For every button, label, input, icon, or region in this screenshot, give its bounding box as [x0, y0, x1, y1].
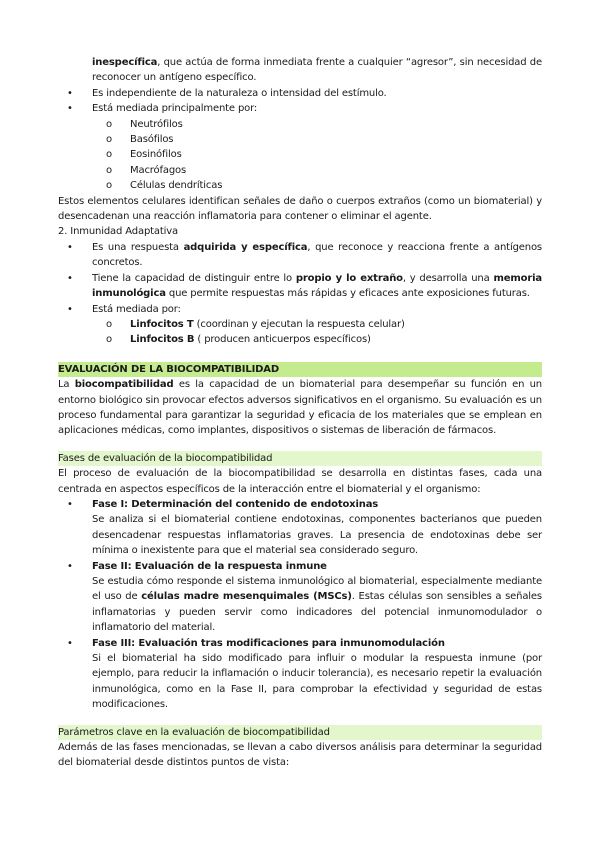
- list-item: • Está mediada por:: [58, 302, 542, 317]
- bullet-icon: •: [67, 560, 73, 572]
- bullet-icon: •: [67, 498, 73, 510]
- bullet-icon: •: [67, 103, 73, 115]
- sub-bullet-icon: o: [106, 134, 112, 146]
- sub-bullet-icon: o: [106, 118, 112, 130]
- sub-bullet-icon: o: [106, 149, 112, 161]
- phase-text: Se analiza si el biomaterial contiene endotoxinas, componentes bacterianos que pueden desencadenar respuestas inflamatorias graves. La presencia de endotoxinas debe ser mínima o inexistente para que el material sea considerado seguro.: [92, 514, 542, 557]
- sub-bullet-icon: o: [106, 164, 112, 176]
- phase-text: Si el biomaterial ha sido modificado para influir o modular la respuesta inmune (por ejemplo, para reducir la inflamación o inducir tolerancia), es necesario repetir la evaluación inmunológica, como en la Fase II, para comprobar la efectividad y seguridad de estas modificaciones.: [92, 653, 542, 711]
- list-item: • Tiene la capacidad de distinguir entre lo propio y lo extraño, y desarrolla una memoria inmunológica que permite respuestas más rápidas y eficaces ante exposiciones futuras.: [67, 272, 542, 300]
- sub-list-item: o Basófilos: [58, 132, 542, 147]
- bullet-icon: •: [67, 272, 73, 284]
- sub-list-item: o Neutrófilos: [58, 117, 542, 132]
- sub-bullet-icon: o: [106, 318, 112, 330]
- sub-list-item: o Macrófagos: [58, 163, 542, 178]
- list-item: • Fase III: Evaluación tras modificaciones para inmunomodulación: [58, 636, 542, 651]
- subsection-heading: Fases de evaluación de la biocompatibilidad: [58, 451, 542, 466]
- list-item: • Es una respuesta adquirida y específica, que reconoce y reacciona frente a antígenos concretos.: [67, 241, 542, 269]
- intro-line: inespecífica, que actúa de forma inmediata frente a cualquier “agresor”, sin necesidad de reconocer un antígeno específico.: [92, 57, 542, 84]
- phase-text: Se estudia cómo responde el sistema inmunológico al biomaterial, especialmente mediante el uso de células madre mesenquimales (MSCs). Estas células son sensibles a señales inflamatorias y pueden servir como indicadores del potencial inmunomodulador o inflamatorio del material.: [92, 576, 542, 634]
- bullet-icon: •: [67, 637, 73, 649]
- section-heading: EVALUACIÓN DE LA BIOCOMPATIBILIDAD: [58, 362, 542, 377]
- sub-list-item: o Eosinófilos: [58, 147, 542, 162]
- list-item: • Fase II: Evaluación de la respuesta inmune: [58, 559, 542, 574]
- subsection-heading: Parámetros clave en la evaluación de biocompatibilidad: [58, 725, 542, 740]
- sub-list-item: o Linfocitos T (coordinan y ejecutan la respuesta celular): [58, 317, 542, 332]
- bold-term: inespecífica: [92, 57, 158, 68]
- paragraph: El proceso de evaluación de la biocompatibilidad se desarrolla en distintas fases, cada una centrada en aspectos específicos de la interacción entre el biomaterial y el organismo:: [58, 468, 542, 495]
- bullet-icon: •: [67, 241, 73, 253]
- sub-bullet-icon: o: [106, 334, 112, 346]
- subsection-title: 2. Inmunidad Adaptativa: [58, 226, 179, 238]
- bullet-icon: •: [67, 87, 73, 99]
- list-item: • Es independiente de la naturaleza o intensidad del estímulo.: [58, 86, 542, 101]
- paragraph: La biocompatibilidad es la capacidad de un biomaterial para desempeñar su función en un entorno biológico sin provocar efectos adversos significativos en el organismo. Su evaluación es un proceso fundamental para garantizar la seguridad y eficacia de los materiales que se emplean en aplicaciones médicas, como implantes, dispositivos o sistemas de liberación de fármacos.: [58, 379, 542, 437]
- bullet-icon: •: [67, 303, 73, 315]
- sub-bullet-icon: o: [106, 180, 112, 192]
- document-page: [58, 55, 542, 771]
- paragraph: Además de las fases mencionadas, se llevan a cabo diversos análisis para determinar la seguridad del biomaterial desde distintos puntos de vista:: [58, 742, 542, 769]
- sub-list-item: o Linfocitos B ( producen anticuerpos específicos): [58, 332, 542, 347]
- list-item: • Está mediada principalmente por:: [58, 101, 542, 116]
- list-item: • Fase I: Determinación del contenido de endotoxinas: [58, 497, 542, 512]
- sub-list-item: o Células dendríticas: [58, 178, 542, 193]
- paragraph: Estos elementos celulares identifican señales de daño o cuerpos extraños (como un biomaterial) y desencadenan una reacción inflamatoria para contener o eliminar el agente.: [58, 195, 542, 223]
